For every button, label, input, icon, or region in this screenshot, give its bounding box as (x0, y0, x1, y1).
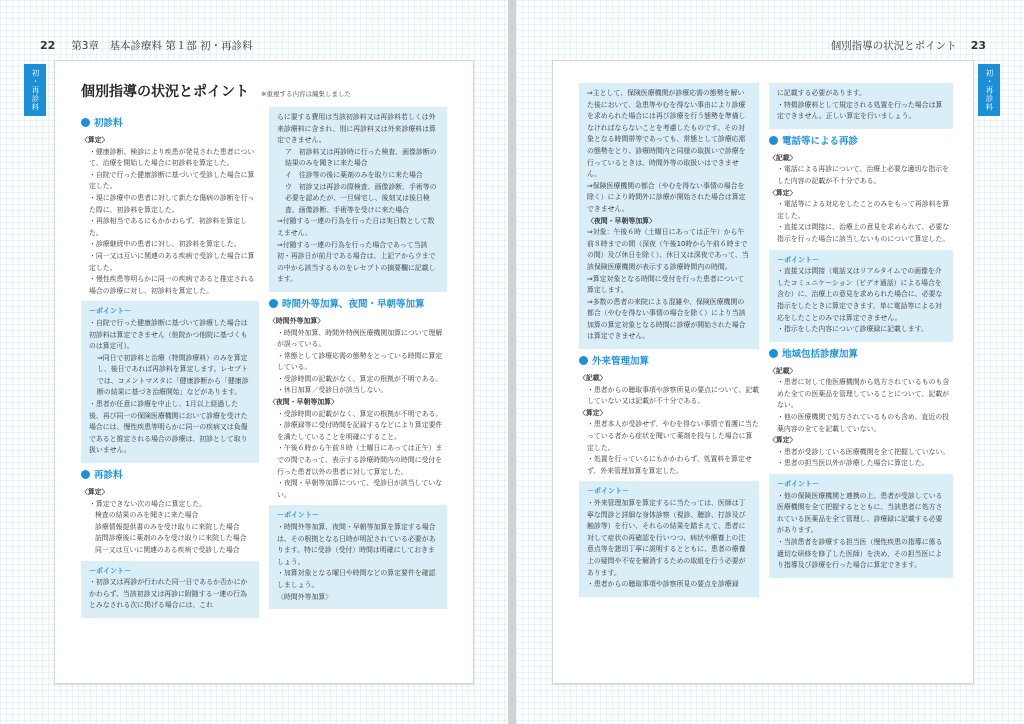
list-item: ・加算対象となる曜日や時間などの算定要件を確認しましょう。 (277, 569, 436, 589)
subheading: 〈算定〉 (81, 136, 109, 144)
subheading: 〈記載〉 (769, 153, 797, 162)
point-label: －ポイント－ (587, 487, 629, 496)
point-label: －ポイント－ (89, 307, 131, 316)
point-box-continued (579, 83, 759, 349)
list-item: ・午後６時から午前８時（土曜日にあっては正午）までの間であって、表示する診療時間内の時間に受付を行った患者以外の患者に対して算定した。 (277, 444, 443, 476)
subheading: 〈記載〉 (579, 374, 607, 383)
list-item: ア 初診料又は再診時に行った検査、画像診断の結果のみを聞きに来た場合 (285, 147, 437, 168)
subheading: 〈算定〉 (769, 436, 797, 445)
right-page (516, 0, 1024, 724)
list-item: 訪問診療後に薬剤のみを受け取りに来院した場合 (95, 534, 247, 543)
list-item: ⇒同日で初診料と治療（特間診療料）のみを算定し、後日であれば再診料を算定します。レセプトでは、コメントマスタに「健康診断から「健康診断の結果に基づき治療開始」などがあります。 (97, 353, 249, 397)
right-running-header (831, 38, 986, 53)
list-item: らに要する費用は当該初診料又は再診料若しくは外来診療料に含まれ、別に再診料又は外来診療料は算定できません。 (277, 113, 436, 145)
point-box (769, 474, 953, 578)
left-header-text: 第3章 基本診療料 第１部 初・再診料 (71, 40, 253, 52)
list-item: ・患者が任意に診療を中止し、1月以上経過した後、再び同一の保険医療機関において診療を受けた場合には、慢性疾患等明らかに同一の疾病又は負傷であると推定される場合の診療は、初診として取り扱いません。 (89, 400, 248, 455)
right-page-number: 23 (970, 39, 986, 52)
right-column-2 (769, 83, 953, 582)
right-content-panel (552, 60, 974, 684)
point-label: －ポイント－ (777, 255, 819, 264)
list-item: ⇒付随する一連の行為を行った日は実日数として数えません。 (277, 217, 435, 237)
list-item: ⇒主として、保険医療機関が診療応需の態勢を解いた後において、急患等やむを得ない事由により診療を求められた場合には再び診療を行う態勢を準備しなければならないことを考慮したものです。その対象となる時間帯等であっても、常態として診療応需の態勢をとり、診療時間内と同様の取扱いで診療を行っているときは、時間外等の取扱いはできません。 (587, 89, 746, 179)
list-item: ・電話による再診について、治療上必要な適切な指示をした内容の記載が不十分である。 (777, 165, 949, 185)
book-gutter (508, 0, 516, 724)
left-page-number: 22 (40, 39, 56, 52)
list-item: ⇒保険医療機関の都合（やむを得ない事情の場合を除く）により時間外に診療が開始された場合は算定できません。 (587, 181, 746, 213)
point-label: －ポイント－ (777, 480, 819, 489)
list-item: ・当該患者を診療する担当医（慢性疾患の指導に係る適切な研修を修了した医師）を決め、その担当医により指導及び診療を行った場合に算定できます。 (777, 538, 943, 570)
section-heading-overtime: 時間外等加算、夜間・早朝等加算 (269, 298, 447, 312)
list-item: ・直接又は間接に、治療上の意見を求められて、必要な指示を行った場合に該当しないものについて算定した。 (777, 223, 950, 243)
bullet-dot-icon (769, 349, 778, 358)
list-item: ⇒対象：午後６時（土曜日にあっては正午）から午前８時までの間（深夜（午後10時から午前６時までの間）及び休日を除く）、休日又は深夜であって、当該保険医療機関が表示する診療時間内の時間。 (587, 228, 749, 271)
list-item: ・処置を行っているにもかかわらず、処置料を算定せず、外来管理加算を算定した。 (587, 455, 752, 475)
list-item: ・自院で行った健康診断に基づいて診療した場合は初診料は算定できません（他院かつ他院に基づくものは算定可）。 (89, 318, 248, 351)
section-heading-community: 地域包括診療加算 (769, 348, 953, 362)
subheading: 〈夜間・早朝等加算〉 (587, 216, 656, 225)
bullet-dot-icon (81, 118, 90, 127)
list-item: ・再診相当であるにもかかわらず、初診料を算定した。 (89, 217, 247, 237)
page-title (81, 81, 351, 101)
point-label: －ポイント－ (89, 566, 131, 575)
section-heading-phone-revisit: 電話等による再診 (769, 135, 953, 149)
point-label: －ポイント－ (277, 511, 319, 520)
list-item: ・受診時間の記載がなく、算定の根拠が不明である。 (277, 409, 443, 418)
list-item: ・患者に対して他医療機関から処方されているものも含めた全ての医薬品を管理していることについて、記載がない。 (777, 378, 950, 410)
left-column-1 (81, 111, 259, 622)
list-item: ・自院で行った健康診断に基づいて受診した場合に算定した。 (89, 170, 255, 191)
list-item: ・他の医療機関で処方されているものも含め、直近の投薬内容の全てを記載していない。 (777, 413, 949, 433)
list-item: ・患者本人が受診せず、やむを得ない事情で看護に当たっている者から症状を聞いて薬剤を投与した場合に算定した。 (587, 420, 759, 452)
list-item: ⇒多数の患者の来院による混雑や、保険医療機関の都合（やむを得ない事情の場合を除く）により当該加算の算定対象となる時間に診療が開始された場合は算定できません。 (587, 297, 746, 341)
right-column-1 (579, 83, 759, 601)
bullet-dot-icon (769, 136, 778, 145)
point-box (269, 505, 447, 609)
list-item: ・初診又は再診が行われた同一日であるか否かにかかわらず、当該初診又は再診に附随する一連の行為とみなされる次に掲げる場合には、これ (89, 578, 248, 610)
list-item: ・指示をした内容について診療録に記載します。 (777, 325, 928, 334)
point-box (769, 250, 953, 342)
bullet-dot-icon (579, 356, 588, 365)
subheading: 〈算定〉 (81, 488, 109, 497)
list-item: ・時間外等加算、夜間・早朝等加算を算定する場合は、その根拠となる日時が明記されている必要があります。特に受診（受付）時間は明確にしておきましょう。 (277, 523, 436, 566)
list-item: 診療情報提供書のみを受け取りに来院した場合 (95, 522, 240, 531)
list-item: ・診療録等に受付時間を記録するなどにより算定要件を満たしていることを明確にすること。 (277, 421, 443, 441)
list-item: ・患者からの聴取事項や診察所見の要点について、記載していない又は記載が不十分である。 (587, 385, 759, 406)
list-item: ・患者からの聴取事項や診察所見の要点を診療録 (587, 580, 739, 589)
section-heading-revisit: 再診料 (81, 469, 259, 483)
list-item: ・常態として診療応需の態勢をとっている時間に算定している。 (277, 351, 443, 372)
section-heading-outpatient: 外来管理加算 (579, 355, 759, 369)
subheading: 〈算定〉 (769, 188, 797, 197)
left-content-panel (54, 60, 474, 684)
subheading: 〈記載〉 (769, 366, 797, 375)
page-title-text: 個別指導の状況とポイント (81, 84, 249, 100)
list-item: ・慢性疾患等明らかに同一の疾病であると推定される場合の診療に対し、初診料を算定した。 (89, 275, 255, 295)
list-item: ・算定できない次の場合に算定した。 (89, 499, 207, 508)
subheading: 〈時間外等加算〉 (269, 316, 325, 325)
list-item: ・休日加算／受診日が該当しない。 (277, 386, 388, 395)
section-heading-first-visit: 初診料 (81, 117, 259, 131)
list-item: ・患者の担当医以外が診療した場合に算定した。 (777, 459, 929, 468)
point-box-continued (769, 83, 953, 129)
list-item: ・電話等による対応をしたことのみをもって再診料を算定した。 (777, 200, 950, 220)
list-item: ・同一又は互いに関連のある疾病で受診した場合に算定した。 (89, 251, 255, 272)
list-item: ⇒付随する一連の行為を行った場合であって当該初・再診日が前月である場合は、上記アからウまでの中から該当するものをレセプトの摘要欄に記載します。 (277, 240, 436, 284)
list-item: ・健康診断、検診により疾患が発見された患者について、治療を開始した場合に初診料を算定した。 (89, 147, 255, 168)
point-box (81, 301, 259, 463)
list-item: ・患者が受診している医療機関を全て把握していない。 (777, 447, 950, 456)
point-box (81, 561, 259, 618)
point-box-continued (269, 107, 447, 292)
list-item: ・直接又は間接（電話又はリアルタイムでの画像を介したコミュニケーション（ビデオ通話）による場合を含む）に、治療上の意見を求められた場合に、必要な指示をしたときに算定できます。単に電話等による対応をしたことのみでは算定できません。 (777, 267, 943, 322)
bullet-dot-icon (269, 299, 278, 308)
left-side-tab: 初・再診料 (24, 64, 46, 116)
list-item: ・特掲診療料として規定される処置を行った場合は算定できません。正しい算定を行いましょう。 (777, 100, 943, 121)
title-note: ※重複する内容は編集しました (261, 90, 351, 98)
list-item: に記載する必要があります。 (777, 89, 867, 97)
point-box (579, 481, 759, 596)
right-side-tab: 初・再診料 (978, 64, 1000, 116)
list-item: イ 往診等の後に薬剤のみを取りに来た場合 (285, 170, 423, 179)
list-item: 〈時間外等加算〉 (277, 592, 333, 601)
bullet-dot-icon (81, 470, 90, 479)
right-header-text: 個別指導の状況とポイント (830, 40, 957, 52)
left-running-header (40, 38, 253, 53)
list-item: ・時間外加算、時間外特例医療機関加算について理解が誤っている。 (277, 328, 443, 349)
list-item: ・現に診療中の患者に対して新たな傷病の診断を行った際に、初診料を算定した。 (89, 193, 255, 214)
list-item: ・外来管理加算を算定するに当たっては、医師は丁寧な問診と詳細な身体診察（視診、聴診、打診及び触診等）を行い、それらの結果を踏まえて、患者に対して症状の再確認を行いつつ、病状や療養上の注意点等を懇切丁寧に説明するとともに、患者の療養上の疑問や不安を解消するための取組を行う必要があります。 (587, 499, 746, 577)
list-item: 検査の結果のみを聞きに来た場合 (95, 511, 199, 520)
left-page (0, 0, 508, 724)
list-item: ・夜間・早朝等加算について、受診日が該当していない。 (277, 479, 443, 499)
list-item: ウ 初診又は再診の際検査、画像診断、手術等の必要を認めたが、一旦帰宅し、後刻又は後日検査、画像診断、手術等を受けに来た場合 (285, 182, 437, 214)
left-column-2 (269, 107, 447, 613)
list-item: 同一又は互いに関連のある疾病で受診した場合 (95, 546, 240, 554)
subheading: 〈算定〉 (579, 408, 607, 417)
list-item: ・診療継続中の患者に対し、初診料を算定した。 (89, 240, 241, 249)
list-item: ・他の保険医療機関と連携の上、患者が受診している医療機関を全て把握するとともに、当該患者に処方されている医薬品を全て管理し、診療録に記載する必要があります。 (777, 491, 943, 535)
list-item: ⇒算定対象となる時間に受付を行った患者について算定します。 (587, 274, 745, 295)
list-item: ・受診時間の記載がなく、算定の根拠が不明である。 (277, 374, 443, 383)
subheading: 〈夜間・早朝等加算〉 (269, 398, 338, 407)
